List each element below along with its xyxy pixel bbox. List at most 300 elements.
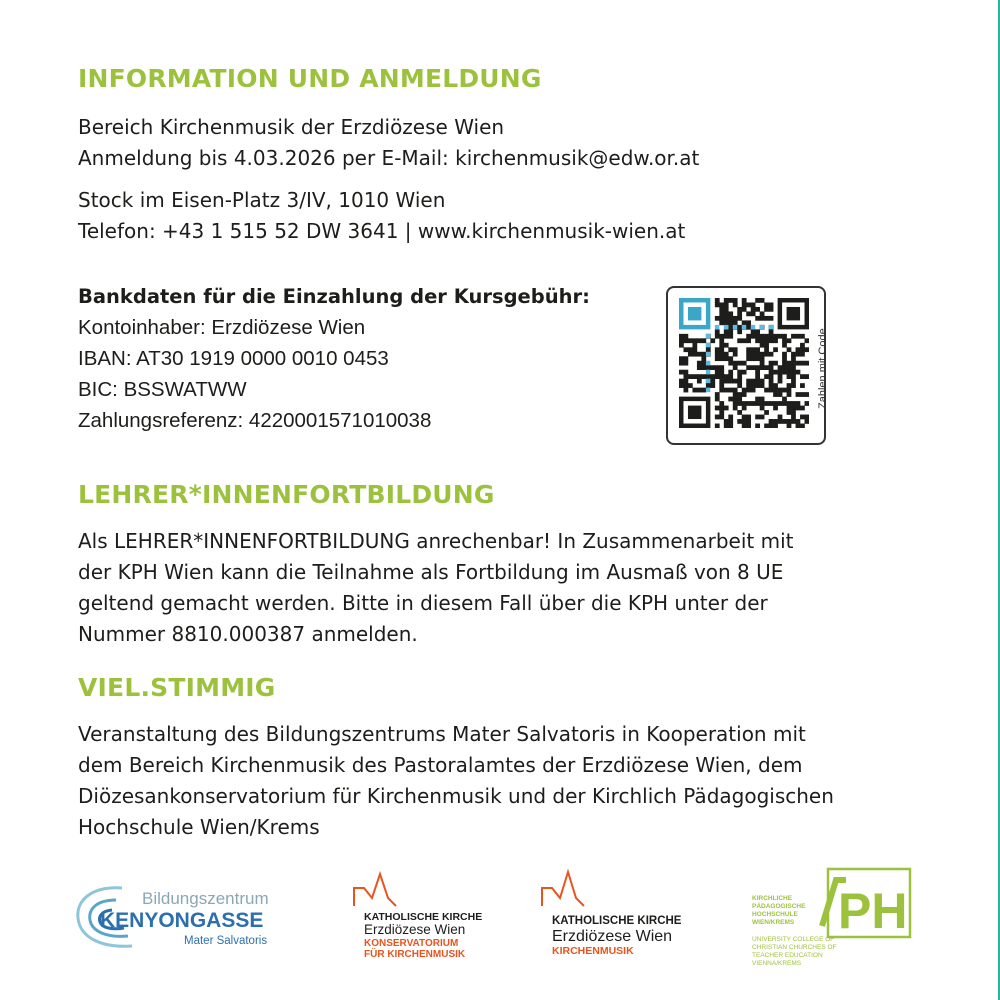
- qr-module: [760, 361, 765, 366]
- qr-module: [769, 329, 774, 334]
- qr-module: [778, 415, 783, 420]
- qr-module: [737, 401, 742, 406]
- info-heading: INFORMATION UND ANMELDUNG: [78, 64, 542, 93]
- qr-module: [755, 370, 760, 375]
- qr-module: [791, 419, 796, 424]
- kph-en-line: UNIVERSITY COLLEGE OF: [752, 936, 835, 943]
- qr-module: [683, 374, 688, 379]
- qr-module: [742, 325, 746, 329]
- qr-module: [688, 374, 693, 379]
- qr-module: [728, 334, 733, 339]
- qr-module: [692, 388, 697, 393]
- qr-module: [769, 401, 774, 406]
- qr-module: [715, 365, 720, 370]
- qr-module: [737, 392, 742, 397]
- qr-module: [715, 397, 720, 402]
- qr-module: [719, 374, 724, 379]
- qr-module: [755, 334, 760, 339]
- qr-module: [719, 311, 724, 316]
- qr-module: [728, 379, 733, 384]
- qr-module: [719, 334, 724, 339]
- kirchenmusik-line-3: KIRCHENMUSIK: [552, 945, 634, 957]
- qr-module: [764, 424, 769, 428]
- info-block-2: [78, 185, 685, 247]
- bank-details: [78, 281, 590, 436]
- qr-module: [701, 365, 706, 370]
- qr-module: [683, 361, 688, 366]
- qr-module: [733, 388, 738, 393]
- qr-module: [760, 383, 765, 388]
- qr-module: [719, 370, 724, 375]
- qr-module: [751, 352, 756, 357]
- qr-module: [724, 334, 729, 339]
- qr-module: [737, 397, 742, 402]
- qr-module: [769, 325, 773, 329]
- qr-module: [755, 424, 760, 428]
- qr-module: [791, 352, 796, 357]
- qr-module: [733, 352, 738, 357]
- qr-module: [683, 347, 688, 352]
- qr-module: [769, 352, 774, 357]
- qr-module: [746, 415, 751, 420]
- qr-module: [755, 415, 760, 420]
- qr-module: [719, 406, 724, 411]
- qr-module: [737, 361, 742, 366]
- qr-module: [706, 388, 710, 392]
- kenyon-sub-text: Mater Salvatoris: [184, 935, 268, 947]
- qr-module: [764, 401, 769, 406]
- qr-module: [751, 401, 756, 406]
- qr-module: [769, 388, 774, 393]
- qr-module: [769, 379, 774, 384]
- qr-module: [737, 338, 742, 343]
- qr-module: [679, 343, 684, 348]
- konservatorium-logo: [350, 868, 490, 964]
- qr-module: [746, 311, 751, 316]
- qr-module: [773, 419, 778, 424]
- qr-module: [733, 347, 738, 352]
- kph-en-line: VIENNA/KREMS: [752, 960, 802, 967]
- qr-module: [746, 419, 751, 424]
- qr-module: [764, 316, 769, 321]
- qr-module: [697, 352, 702, 357]
- qr-module: [715, 424, 720, 428]
- qr-module: [782, 365, 787, 370]
- qr-module: [679, 383, 684, 388]
- kirchenmusik-logo: [538, 866, 698, 962]
- qr-module: [782, 388, 787, 393]
- qr-module: [728, 397, 733, 402]
- qr-module: [710, 379, 715, 384]
- qr-module: [742, 388, 747, 393]
- info-line-department: Bereich Kirchenmusik der Erzdiözese Wien: [78, 115, 505, 139]
- qr-module: [755, 329, 760, 334]
- qr-module: [701, 361, 706, 366]
- qr-module: [742, 424, 747, 428]
- qr-module: [715, 329, 720, 334]
- qr-module: [755, 365, 760, 370]
- qr-module: [737, 370, 742, 375]
- qr-module: [715, 325, 719, 329]
- qr-module: [724, 424, 729, 428]
- qr-module: [760, 311, 765, 316]
- qr-module: [733, 397, 738, 402]
- qr-module: [755, 383, 760, 388]
- teacher-line: der KPH Wien kann die Teilnahme als Fortbildung im Ausmaß von 8 UE: [78, 560, 784, 584]
- qr-module: [688, 352, 693, 357]
- qr-module: [746, 388, 751, 393]
- qr-module: [715, 298, 720, 303]
- qr-module: [706, 347, 711, 352]
- qr-module: [760, 352, 765, 357]
- qr-module: [692, 347, 697, 352]
- qr-module: [787, 401, 792, 406]
- qr-module: [724, 343, 729, 348]
- qr-module: [755, 352, 760, 357]
- bank-bic: BIC: BSSWATWW: [78, 378, 247, 401]
- qr-module: [782, 370, 787, 375]
- qr-module: [791, 361, 796, 366]
- qr-module: [773, 334, 778, 339]
- qr-module: [782, 361, 787, 366]
- qr-module: [724, 311, 729, 316]
- qr-module: [778, 419, 783, 424]
- info-line-registration: Anmeldung bis 4.03.2026 per E-Mail: kirchenmusik@edw.or.at: [78, 146, 700, 170]
- qr-module: [683, 388, 688, 393]
- qr-module: [764, 343, 769, 348]
- qr-module: [719, 415, 724, 420]
- qr-module: [787, 370, 792, 375]
- qr-module: [715, 347, 720, 352]
- qr-module: [782, 338, 787, 343]
- qr-module: [683, 370, 688, 375]
- qr-module: [751, 329, 756, 334]
- qr-module: [728, 424, 733, 428]
- qr-module: [724, 374, 729, 379]
- qr-module: [751, 334, 756, 339]
- kirchenmusik-line-1: KATHOLISCHE KIRCHE: [552, 915, 682, 927]
- qr-module: [706, 370, 710, 374]
- qr-module: [679, 379, 684, 384]
- qr-module: [791, 383, 796, 388]
- qr-module: [773, 424, 778, 428]
- qr-module: [733, 392, 738, 397]
- qr-module: [773, 401, 778, 406]
- qr-module: [701, 388, 706, 393]
- qr-module: [769, 365, 774, 370]
- qr-module: [769, 307, 774, 312]
- qr-module: [719, 343, 724, 348]
- qr-module: [787, 406, 792, 411]
- qr-module: [764, 334, 769, 339]
- qr-module: [764, 410, 769, 415]
- qr-module: [710, 383, 715, 388]
- qr-module: [791, 370, 796, 375]
- qr-module: [724, 329, 729, 334]
- church-outline-icon: [354, 874, 396, 906]
- kph-line: WIEN/KREMS: [752, 919, 795, 926]
- qr-module: [710, 365, 715, 370]
- qr-module: [755, 374, 760, 379]
- qr-module: [733, 302, 738, 307]
- qr-module: [706, 379, 710, 383]
- qr-label-graphic: [800, 305, 840, 417]
- qr-module: [728, 356, 733, 361]
- teacher-heading: LEHRER*INNENFORTBILDUNG: [78, 480, 495, 509]
- qr-module: [719, 356, 724, 361]
- qr-module: [733, 325, 737, 329]
- kenyongasse-logo: [72, 878, 287, 960]
- qr-module: [791, 374, 796, 379]
- qr-module: [760, 325, 764, 329]
- qr-module: [679, 361, 684, 366]
- qr-module: [737, 329, 742, 334]
- qr-module: [773, 388, 778, 393]
- qr-module: [728, 361, 733, 366]
- qr-module: [760, 298, 765, 303]
- viel-line: Veranstaltung des Bildungszentrums Mater Salvatoris in Kooperation mit: [78, 722, 806, 746]
- viel-heading: VIEL.STIMMIG: [78, 673, 276, 702]
- qr-module: [701, 338, 706, 343]
- qr-code-icon: [679, 298, 809, 428]
- kph-mark: PH: [838, 883, 908, 939]
- viel-line: dem Bereich Kirchenmusik des Pastoralamtes der Erzdiözese Wien, dem: [78, 753, 803, 777]
- qr-module: [751, 365, 756, 370]
- qr-module: [728, 316, 733, 321]
- qr-module: [683, 379, 688, 384]
- info-line-address: Stock im Eisen-Platz 3/IV, 1010 Wien: [78, 188, 446, 212]
- church-outline-icon: [542, 872, 584, 906]
- qr-module: [791, 365, 796, 370]
- qr-module: [782, 356, 787, 361]
- qr-module: [719, 338, 724, 343]
- qr-module: [737, 379, 742, 384]
- qr-module: [728, 419, 733, 424]
- qr-module: [782, 343, 787, 348]
- qr-module: [724, 325, 728, 329]
- qr-module: [701, 374, 706, 379]
- qr-module: [742, 361, 747, 366]
- qr-module: [724, 302, 729, 307]
- qr-module: [755, 338, 760, 343]
- qr-module: [719, 383, 724, 388]
- qr-module: [719, 316, 724, 321]
- qr-module: [688, 347, 693, 352]
- qr-module: [751, 302, 756, 307]
- qr-module: [733, 320, 738, 325]
- qr-module: [679, 370, 684, 375]
- qr-module: [706, 343, 710, 347]
- qr-module: [764, 347, 769, 352]
- qr-module: [760, 343, 765, 348]
- qr-module: [688, 406, 701, 419]
- qr-module: [764, 374, 769, 379]
- qr-module: [760, 365, 765, 370]
- qr-module: [778, 334, 783, 339]
- qr-module: [746, 338, 751, 343]
- qr-module: [719, 365, 724, 370]
- qr-module: [688, 307, 701, 320]
- qr-module: [733, 298, 738, 303]
- qr-module: [778, 365, 783, 370]
- qr-module: [782, 401, 787, 406]
- info-block-1: [78, 112, 699, 174]
- teacher-line: geltend gemacht werden. Bitte in diesem Fall über die KPH unter der: [78, 591, 768, 615]
- qr-module: [746, 383, 751, 388]
- qr-module: [719, 320, 724, 325]
- qr-module: [755, 298, 760, 303]
- qr-module: [719, 302, 724, 307]
- qr-module: [724, 316, 729, 321]
- qr-module: [769, 383, 774, 388]
- teacher-line: Als LEHRER*INNENFORTBILDUNG anrechenbar! In Zusammenarbeit mit: [78, 529, 794, 553]
- qr-module: [728, 370, 733, 375]
- kph-line: HOCHSCHULE: [752, 911, 798, 918]
- qr-module: [796, 424, 801, 428]
- qr-module: [773, 406, 778, 411]
- qr-module: [742, 298, 747, 303]
- qr-module: [719, 388, 724, 393]
- qr-module: [751, 347, 756, 352]
- qr-module: [706, 365, 711, 370]
- qr-module: [697, 388, 702, 393]
- qr-module: [742, 406, 747, 411]
- qr-module: [778, 370, 783, 375]
- qr-module: [706, 361, 710, 365]
- qr-module: [733, 365, 738, 370]
- qr-module: [764, 388, 769, 393]
- qr-module: [787, 347, 792, 352]
- qr-module: [719, 352, 724, 357]
- qr-module: [764, 338, 769, 343]
- qr-module: [724, 307, 729, 312]
- konserv-line-4: FÜR KIRCHENMUSIK: [364, 949, 466, 960]
- qr-module: [746, 365, 751, 370]
- qr-module: [728, 415, 733, 420]
- qr-module: [769, 302, 774, 307]
- qr-module: [692, 374, 697, 379]
- qr-module: [724, 320, 729, 325]
- qr-module: [755, 397, 760, 402]
- qr-module: [769, 316, 774, 321]
- qr-module: [706, 352, 710, 356]
- qr-module: [755, 356, 760, 361]
- qr-module: [719, 347, 724, 352]
- qr-module: [719, 410, 724, 415]
- qr-module: [787, 424, 792, 428]
- qr-module: [724, 352, 729, 357]
- qr-module: [764, 352, 769, 357]
- qr-module: [737, 307, 742, 312]
- qr-module: [728, 325, 733, 330]
- qr-module: [773, 361, 778, 366]
- qr-module: [692, 343, 697, 348]
- qr-module: [755, 379, 760, 384]
- qr-module: [724, 406, 729, 411]
- qr-module: [746, 347, 751, 352]
- qr-module: [697, 365, 702, 370]
- qr-module: [697, 338, 702, 343]
- qr-module: [746, 325, 751, 330]
- qr-module: [692, 338, 697, 343]
- qr-module: [746, 379, 751, 384]
- qr-module: [728, 347, 733, 352]
- qr-module: [701, 356, 706, 361]
- qr-module: [719, 401, 724, 406]
- qr-module: [742, 419, 747, 424]
- qr-module: [742, 302, 747, 307]
- qr-module: [760, 356, 765, 361]
- qr-module: [733, 379, 738, 384]
- qr-module: [715, 392, 720, 397]
- qr-module: [742, 415, 747, 420]
- qr-module: [773, 392, 778, 397]
- qr-module: [733, 401, 738, 406]
- qr-module: [760, 379, 765, 384]
- qr-module: [737, 410, 742, 415]
- qr-module: [773, 383, 778, 388]
- viel-text: [78, 719, 834, 843]
- kenyon-top-text: Bildungszentrum: [142, 889, 269, 908]
- qr-module: [760, 401, 765, 406]
- qr-module: [715, 370, 720, 375]
- qr-module: [742, 338, 747, 343]
- qr-module: [755, 316, 760, 321]
- qr-module: [787, 361, 792, 366]
- qr-module: [787, 388, 792, 393]
- qr-module: [769, 338, 774, 343]
- qr-module: [746, 352, 751, 357]
- qr-module: [773, 370, 778, 375]
- qr-module: [778, 374, 783, 379]
- konserv-line-1: KATHOLISCHE KIRCHE: [364, 911, 483, 923]
- qr-module: [706, 374, 711, 379]
- qr-module: [742, 320, 747, 325]
- qr-module: [778, 401, 783, 406]
- qr-module: [751, 383, 756, 388]
- qr-module: [701, 352, 706, 357]
- qr-module: [778, 392, 783, 397]
- qr-module: [688, 383, 693, 388]
- kph-en-line: CHRISTIAN CHURCHES OF: [752, 944, 837, 951]
- qr-module: [728, 374, 733, 379]
- qr-module: [715, 415, 720, 420]
- qr-module: [778, 388, 783, 393]
- bank-reference: Zahlungsreferenz: 4220001571010038: [78, 409, 432, 432]
- qr-module: [715, 302, 720, 307]
- qr-module: [787, 383, 792, 388]
- qr-module: [679, 356, 684, 361]
- qr-module: [787, 374, 792, 379]
- qr-module: [697, 379, 702, 384]
- qr-module: [760, 338, 765, 343]
- qr-module: [751, 356, 756, 361]
- qr-module: [787, 410, 792, 415]
- kirchenmusik-line-2: Erzdiözese Wien: [552, 928, 673, 945]
- qr-module: [710, 338, 715, 343]
- qr-module: [706, 383, 711, 388]
- qr-module: [746, 401, 751, 406]
- qr-module: [697, 374, 702, 379]
- qr-module: [769, 361, 774, 366]
- qr-module: [787, 419, 792, 424]
- qr-module: [728, 311, 733, 316]
- qr-module: [746, 334, 751, 339]
- info-line-phone-web: Telefon: +43 1 515 52 DW 3641 | www.kirchenmusik-wien.at: [78, 219, 686, 243]
- konserv-line-2: Erzdiözese Wien: [364, 922, 466, 937]
- qr-module: [688, 338, 693, 343]
- qr-module: [751, 325, 755, 329]
